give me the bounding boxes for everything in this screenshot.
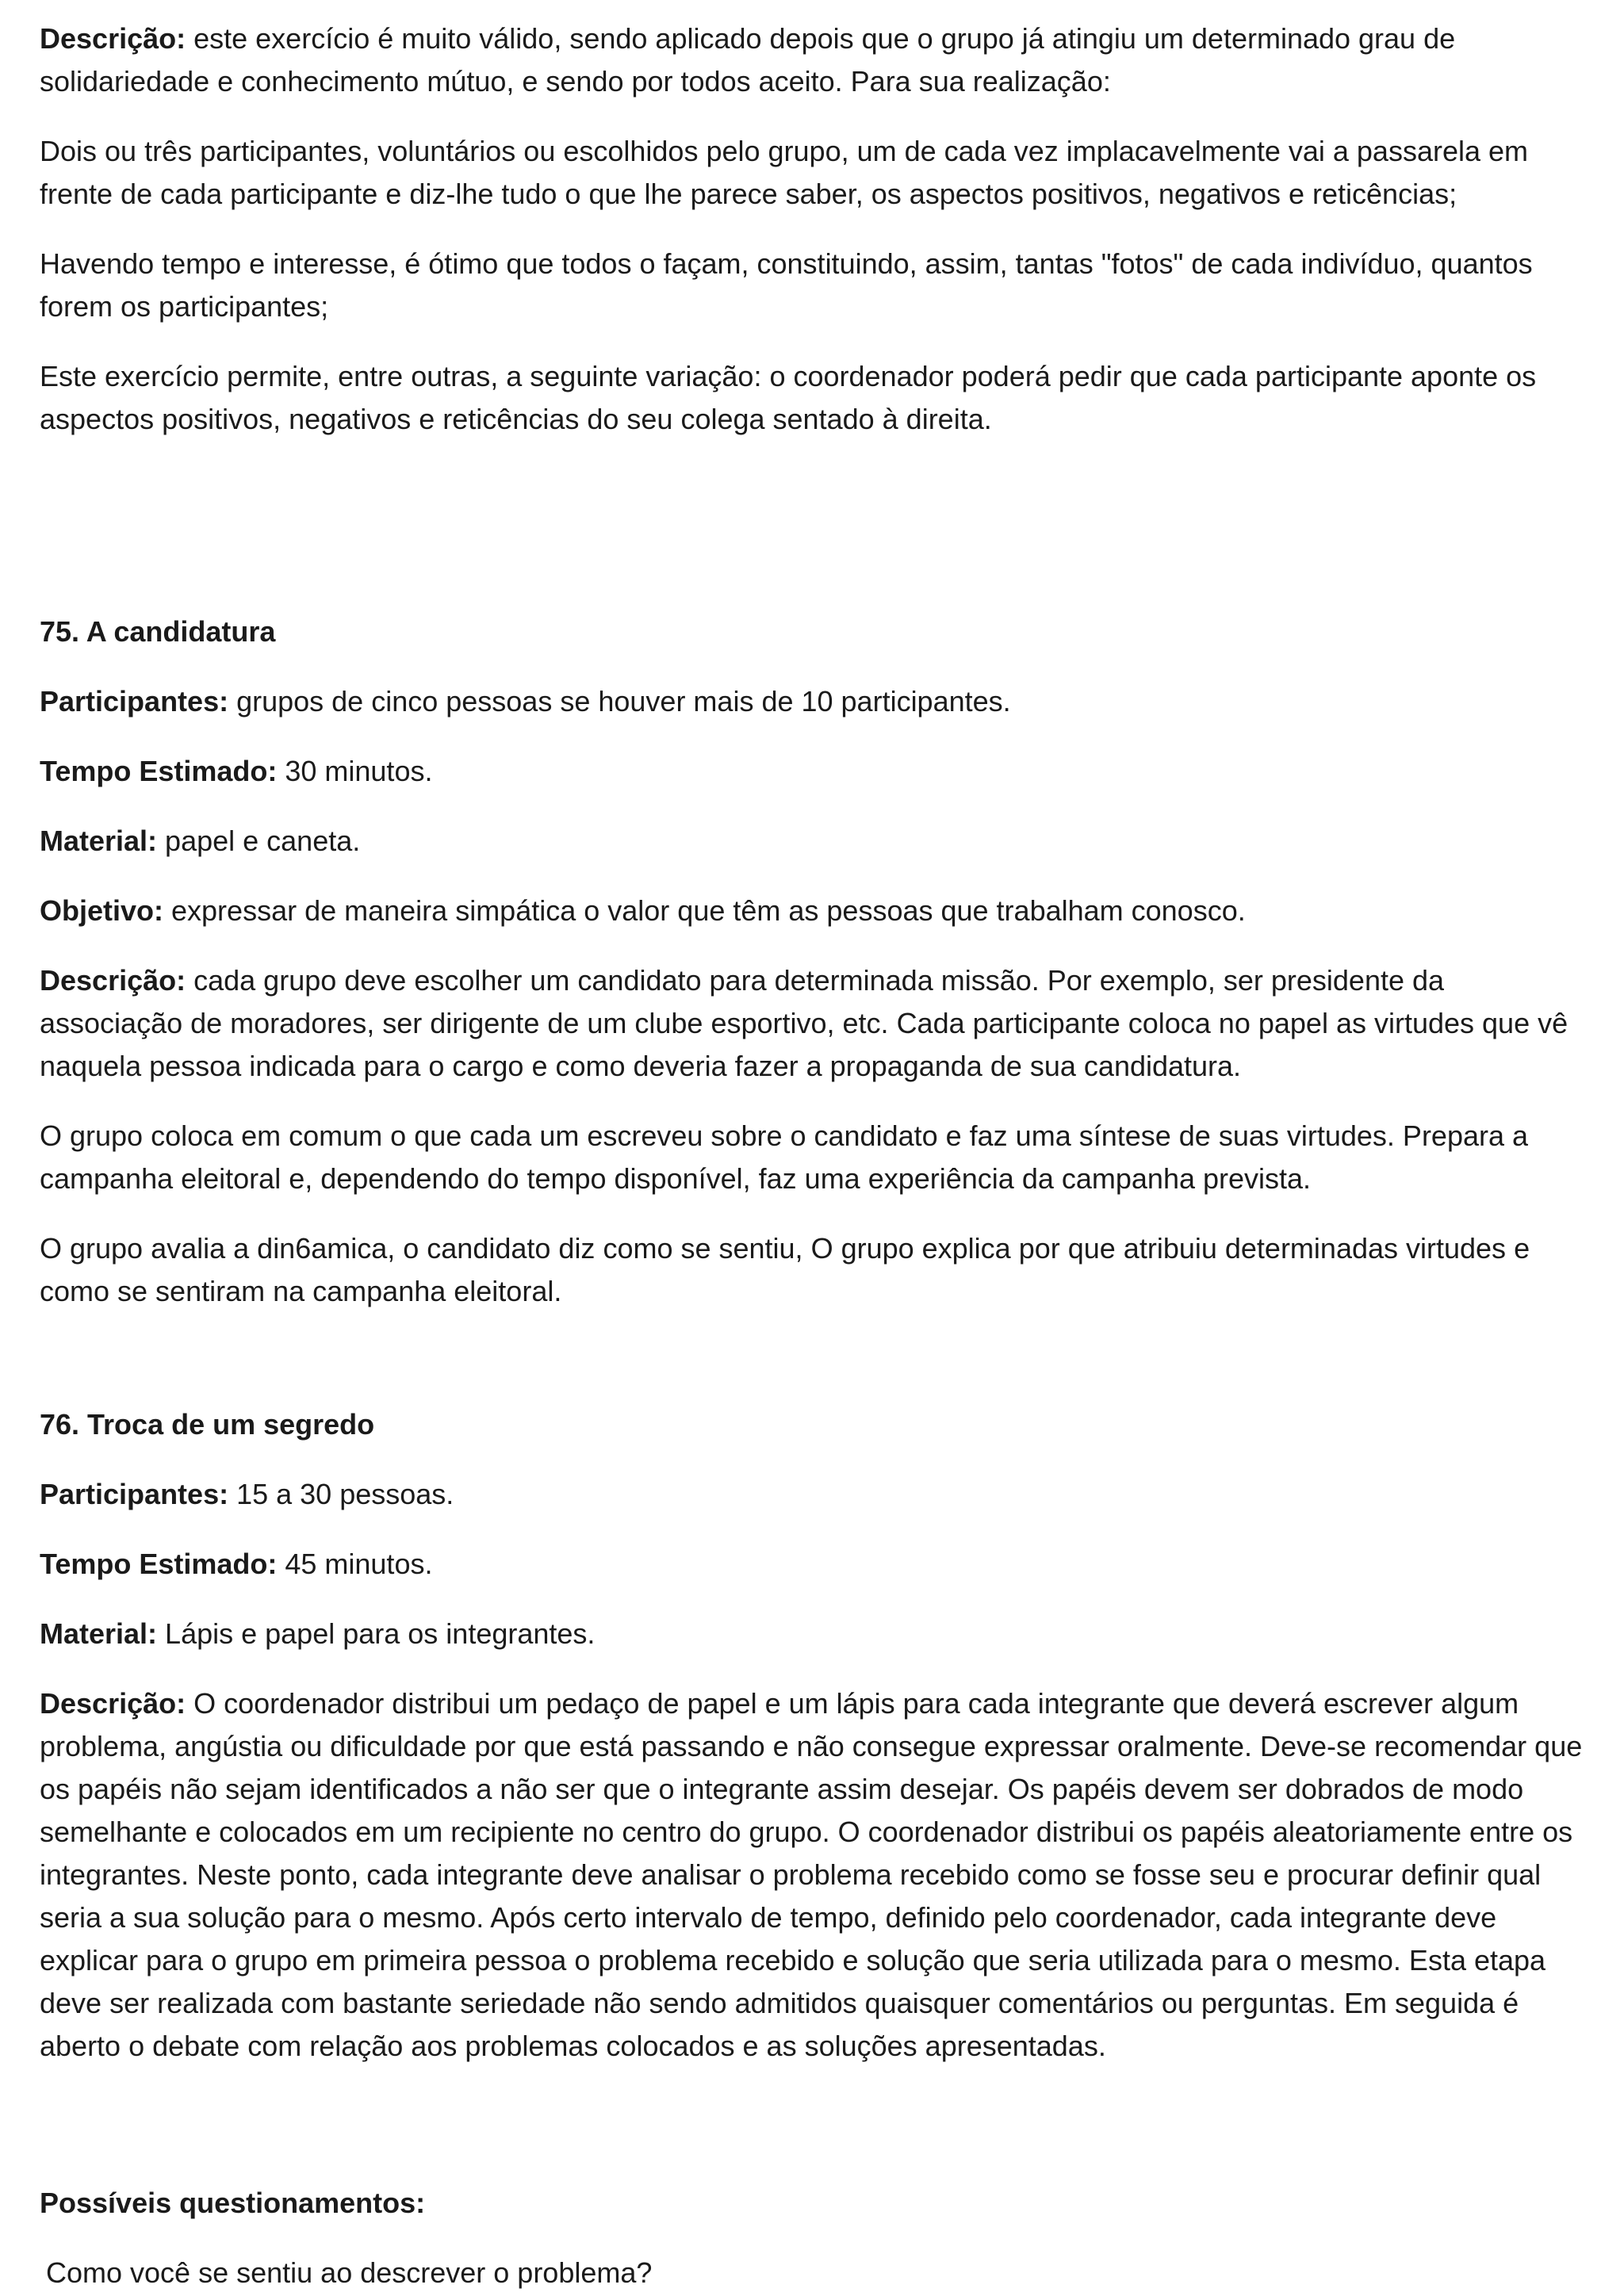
- section-76-participants-label: Participantes:: [40, 1478, 229, 1510]
- section-75-participants-text: grupos de cinco pessoas se houver mais de 10 participantes.: [228, 685, 1011, 718]
- section-76-title: 76. Troca de um segredo: [40, 1408, 375, 1441]
- intro-description: [40, 17, 1592, 103]
- section-76-material: [40, 1613, 1592, 1655]
- section-75-time-label: Tempo Estimado:: [40, 755, 278, 787]
- section-75-objective-text: expressar de maneira simpática o valor que têm as pessoas que trabalham conosco.: [163, 894, 1246, 927]
- section-75-material: [40, 820, 1592, 863]
- section-75-objective: [40, 890, 1592, 932]
- section-75-description-label: Descrição:: [40, 964, 186, 997]
- section-75-material-text: papel e caneta.: [157, 825, 361, 857]
- section-75-time-text: 30 minutos.: [277, 755, 433, 787]
- section-gap: [40, 1340, 1592, 1403]
- section-75-time: [40, 750, 1592, 793]
- section-76-participants: [40, 1473, 1592, 1516]
- section-gap: [40, 2095, 1592, 2182]
- section-75-description-text: cada grupo deve escolher um candidato para determinada missão. Por exemplo, ser presidente da associação de moradores, ser dirigente de um clube esportivo, etc. Cada participante coloca no papel as virtudes que vê naquela pessoa indicada para o cargo e como deveria fazer a propaganda de sua candidatura.: [40, 964, 1568, 1082]
- section-76-material-text: Lápis e papel para os integrantes.: [157, 1617, 596, 1650]
- section-75-title: 75. A candidatura: [40, 615, 276, 648]
- section-75-paragraph-2: O grupo avalia a din6amica, o candidato diz como se sentiu, O grupo explica por que atribuiu determinadas virtudes e como se sentiram na campanha eleitoral.: [40, 1232, 1530, 1307]
- section-76-time-text: 45 minutos.: [277, 1548, 433, 1580]
- section-75-participants: [40, 680, 1592, 723]
- intro-paragraph-1: Dois ou três participantes, voluntários ou escolhidos pelo grupo, um de cada vez implacavelmente vai a passarela em frente de cada participante e diz-lhe tudo o que lhe parece saber, os aspectos positivos, negativos e reticências;: [40, 135, 1529, 210]
- section-76-description-text: O coordenador distribui um pedaço de papel e um lápis para cada integrante que deverá escrever algum problema, angústia ou dificuldade por que está passando e não consegue expressar oralmente. Deve-se recomendar que os papéis não sejam identificados a não ser que o integrante assim desejar. Os papéis devem ser dobrados de modo semelhante e colocados em um recipiente no centro do grupo. O coordenador distribui os papéis aleatoriamente entre os integrantes. Neste ponto, cada integrante deve analisar o problema recebido como se fosse seu e procurar definir qual seria a sua solução para o mesmo. Após certo intervalo de tempo, definido pelo coordenador, cada integrante deve explicar para o grupo em primeira pessoa o problema recebido e solução que seria utilizada para o mesmo. Esta etapa deve ser realizada com bastante seriedade não sendo admitidos quaisquer comentários ou perguntas. Em seguida é aberto o debate com relação aos problemas colocados e as soluções apresentadas.: [40, 1687, 1583, 2062]
- section-76-time-label: Tempo Estimado:: [40, 1548, 278, 1580]
- section-76-time: [40, 1543, 1592, 1586]
- section-76-participants-text: 15 a 30 pessoas.: [228, 1478, 454, 1510]
- question-item: Como você se sentiu ao descrever o problema?: [46, 2256, 653, 2289]
- section-75-participants-label: Participantes:: [40, 685, 229, 718]
- section-76-description: [40, 1682, 1592, 2068]
- intro-paragraph-2: Havendo tempo e interesse, é ótimo que todos o façam, constituindo, assim, tantas "fotos" de cada indivíduo, quantos forem os participantes;: [40, 247, 1533, 323]
- questions-title: Possíveis questionamentos:: [40, 2187, 426, 2219]
- section-76-description-label: Descrição:: [40, 1687, 186, 1720]
- section-75-paragraph-1: O grupo coloca em comum o que cada um escreveu sobre o candidato e faz uma síntese de suas virtudes. Prepara a campanha eleitoral e, dependendo do tempo disponível, faz uma experiência da campanha prevista.: [40, 1119, 1529, 1195]
- section-75-description: [40, 959, 1592, 1088]
- intro-description-label: Descrição:: [40, 22, 186, 55]
- intro-paragraph-3: Este exercício permite, entre outras, a seguinte variação: o coordenador poderá pedir que cada participante aponte os aspectos positivos, negativos e reticências do seu colega sentado à direita.: [40, 360, 1537, 435]
- intro-description-text: este exercício é muito válido, sendo aplicado depois que o grupo já atingiu um determinado grau de solidariedade e conhecimento mútuo, e sendo por todos aceito. Para sua realização:: [40, 22, 1456, 98]
- section-75-material-label: Material:: [40, 825, 158, 857]
- section-gap: [40, 468, 1592, 610]
- section-76-material-label: Material:: [40, 1617, 158, 1650]
- section-75-objective-label: Objetivo:: [40, 894, 164, 927]
